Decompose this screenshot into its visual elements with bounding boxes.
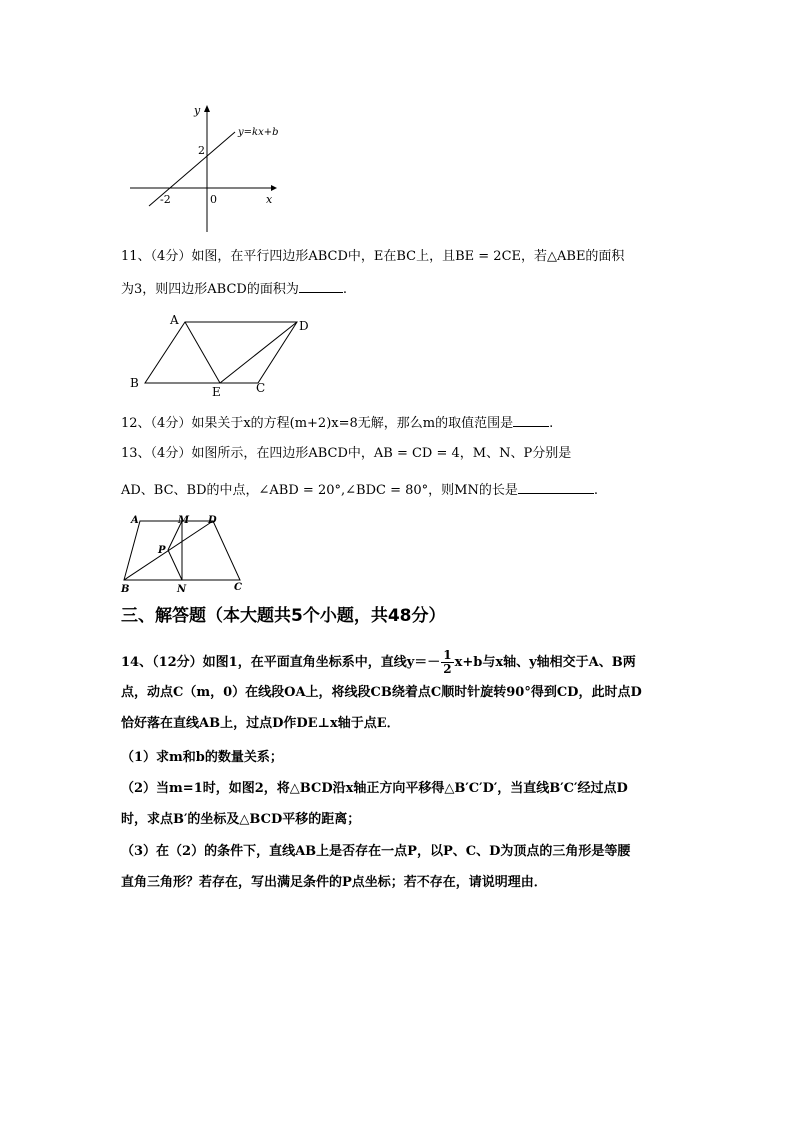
section-heading: 三、解答题（本大题共5个小题，共48分） — [121, 606, 446, 626]
vertex-a-label: A — [170, 313, 179, 327]
point-n-label: N — [177, 584, 187, 595]
fraction-denominator: 2 — [443, 662, 452, 676]
q11-line2-text: 为3，则四边形ABCD的面积为 — [121, 282, 299, 297]
q12-line — [121, 414, 553, 434]
q13-line2 — [121, 481, 598, 501]
y-intercept-label: 2 — [198, 144, 205, 157]
q14-line3: 恰好落在直线AB上，过点D作DE⊥x轴于点E． — [121, 716, 400, 731]
x-axis-label: x — [266, 193, 273, 206]
q12-text: 12、（4分）如果关于x的方程(m+2)x=8无解，那么m的取值范围是 — [121, 416, 514, 431]
parallelogram-abcd — [145, 322, 297, 383]
quadrilateral-figure — [118, 512, 248, 597]
point-p-label: P — [158, 545, 166, 556]
q12-answer-blank — [513, 414, 549, 427]
q11-line1: 11、（4分）如图，在平行四边形ABCD中，E在BC上，且BE = 2CE，若△ABE的面积 — [121, 249, 625, 264]
q14-line1-rest: x+b与x轴、y轴相交于A、B两 — [454, 655, 636, 670]
q14-part2-line1: （2）当m=1时，如图2，将△BCD沿x轴正方向平移得△B′C′D′，当直线B′C′经过点D — [121, 781, 628, 796]
q14-part3-line1: （3）在（2）的条件下，直线AB上是否存在一点P，以P、C、D为顶点的三角形是等腰 — [121, 844, 631, 859]
y-axis-arrow — [204, 105, 210, 112]
q14-part2-line2: 时，求点B′的坐标及△BCD平移的距离； — [121, 812, 361, 827]
q13-line1: 13、（4分）如图所示，在四边形ABCD中，AB = CD = 4，M、N、P分别是 — [121, 446, 572, 461]
q14-line1-text: 14、（12分）如图1，在平面直角坐标系中，直线y＝－ — [121, 655, 441, 670]
q14-line2: 点，动点C（m，0）在线段OA上，将线段CB绕着点C顺时针旋转90°得到CD，此时点D — [121, 685, 642, 700]
vertex-b-label: B — [121, 584, 130, 595]
vertex-e-label: E — [212, 385, 221, 399]
vertex-c-label: C — [234, 582, 242, 593]
vertex-b-label: B — [130, 376, 139, 390]
fraction-one-half — [441, 649, 453, 676]
q12-end: . — [549, 416, 554, 431]
linear-graph-figure — [125, 100, 285, 235]
vertex-a-label: A — [131, 515, 139, 526]
segment-pn — [168, 550, 182, 580]
x-axis-arrow — [271, 185, 277, 191]
q13-line2-text: AD、BC、BD的中点，∠ABD = 20°,∠BDC = 80°，则MN的长是 — [121, 483, 518, 498]
parallelogram-figure — [125, 310, 325, 400]
vertex-d-label: D — [208, 515, 217, 526]
segment-ed — [220, 322, 297, 383]
q11-answer-blank — [299, 280, 343, 293]
q11-line2 — [121, 280, 347, 300]
y-axis-label: y — [194, 104, 201, 117]
x-intercept-label: -2 — [160, 193, 171, 206]
q14-part3-line2: 直角三角形？若存在，写出满足条件的P点坐标；若不存在，请说明理由． — [121, 875, 547, 890]
fraction-numerator: 1 — [443, 648, 452, 662]
q11-line2-end: . — [342, 282, 347, 297]
q13-answer-blank — [518, 481, 594, 494]
q14-part1: （1）求m和b的数量关系； — [121, 750, 283, 765]
vertex-c-label: C — [256, 381, 266, 395]
vertex-d-label: D — [299, 319, 309, 333]
point-m-label: M — [178, 515, 190, 526]
origin-label: 0 — [210, 193, 217, 206]
segment-ae — [185, 322, 220, 383]
q14-line1 — [121, 649, 636, 676]
line-equation-label: y=kx+b — [238, 127, 279, 138]
q13-line2-end: . — [593, 483, 598, 498]
